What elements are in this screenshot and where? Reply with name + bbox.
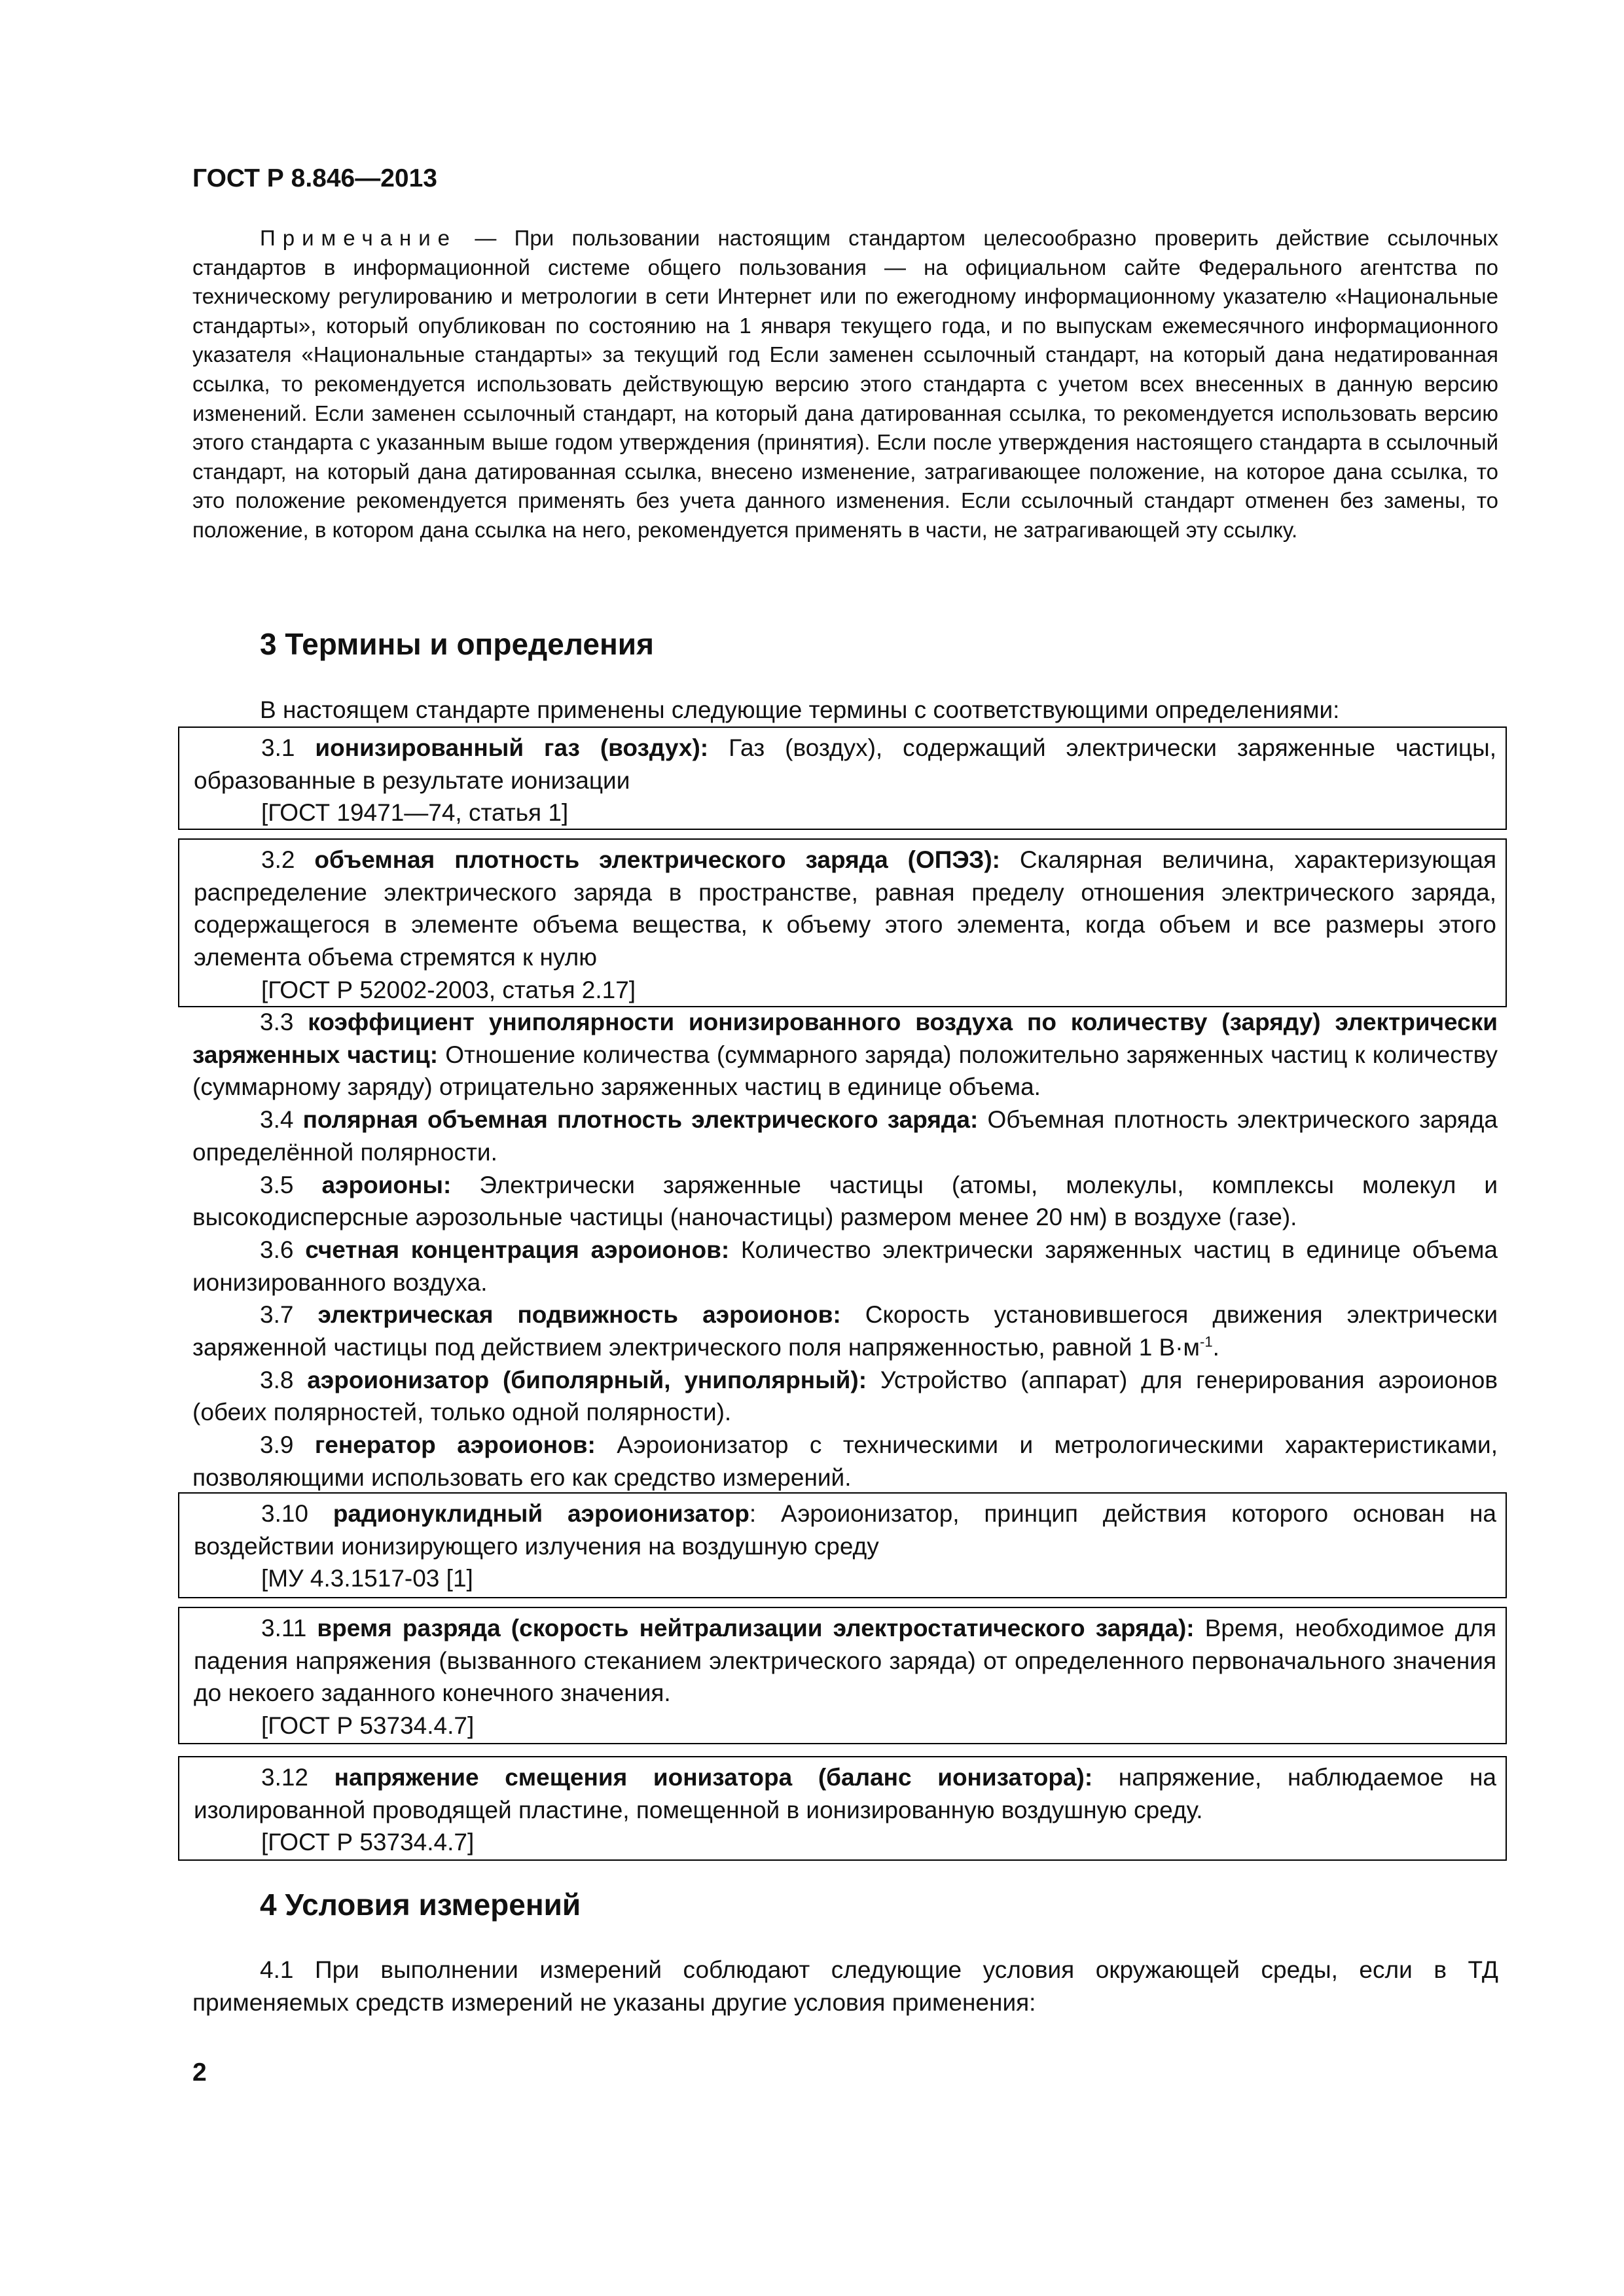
term-3-7: [192, 1299, 1498, 1363]
term-3-1: [194, 732, 1496, 797]
unit-superscript: -1: [1200, 1333, 1213, 1350]
note-text: — При пользовании настоящим стандартом целесообразно проверить действие ссылочных стандартов в информационной системе общего пользования — на официальном сайте Федерального агентства по техническому регулированию и метрологии в сети Интернет или по ежегодному информационному указателю «Национальные стандарты», который опубликован по состоянию на 1 января текущего года, и по выпускам ежемесячного информационного указателя «Национальные стандарты» за текущий год Если заменен ссылочный стандарт, на который дана недатированная ссылка, то рекомендуется использовать действующую версию этого стандарта с учетом всех внесенных в данную версию изменений. Если заменен ссылочный стандарт, на который дана датированная ссылка, то рекомендуется использовать версию этого стандарта с указанным выше годом утверждения (принятия). Если после утверждения настоящего стандарта в ссылочный стандарт, на который дана датированная ссылка, внесено изменение, затрагивающее положение, на которое дана ссылка, то это положение рекомендуется применять без учета данного изменения. Если ссылочный стандарт отменен без замены, то положение, в котором дана ссылка на него, рекомендуется применять в части, не затрагивающей эту ссылку.: [192, 226, 1498, 542]
term-source: [МУ 4.3.1517-03 [1]: [261, 1565, 473, 1592]
term-3-8: [192, 1364, 1498, 1429]
note-label: Примечание: [260, 226, 458, 250]
term-3-1-box: [178, 726, 1507, 830]
term-3-12: [194, 1761, 1496, 1826]
term-definition: Скорость установившегося движения электрически заряженной частицы под действием электрического поля напряженностью, равной 1 В·м: [192, 1301, 1498, 1361]
term-definition: Скалярная величина, характеризующая распределение электрического заряда в пространстве, равная пределу отношения электрического заряда, содержащегося в элементе объема вещества, к объему этого элемента, когда объем и все размеры этого элемента объема стремятся к нулю: [194, 846, 1496, 971]
term-name: радионуклидный аэроионизатор: [333, 1500, 749, 1527]
term-number: 3.10: [261, 1500, 333, 1527]
document-code: ГОСТ Р 8.846—2013: [192, 164, 437, 192]
term-3-9: [192, 1429, 1498, 1494]
section-4-heading: 4 Условия измерений: [260, 1888, 581, 1922]
term-definition: напряжение, наблюдаемое на изолированной проводящей пластине, помещенной в ионизированную воздушную среду.: [194, 1764, 1496, 1823]
term-3-10-box: [178, 1492, 1507, 1598]
term-number: 3.5: [260, 1171, 322, 1198]
term-3-2: [194, 844, 1496, 974]
term-definition: Электрически заряженные частицы (атомы, молекулы, комплексы молекул и высокодисперсные аэрозольные частицы (наночастицы) размером менее 20 нм) в воздухе (газе).: [192, 1171, 1498, 1231]
term-3-2-box: [178, 838, 1507, 1007]
term-name: ионизированный газ (воздух):: [315, 734, 709, 761]
term-3-12-box: [178, 1756, 1507, 1861]
term-source: [ГОСТ Р 52002-2003, статья 2.17]: [261, 976, 636, 1003]
term-name: коэффициент униполярности ионизированного воздуха по количеству (заряду) электрически заряженных частиц:: [192, 1009, 1498, 1068]
term-3-11: [194, 1612, 1496, 1710]
term-name: электрическая подвижность аэроионов:: [317, 1301, 841, 1329]
term-source: [ГОСТ Р 53734.4.7]: [261, 1712, 475, 1740]
term-number: 3.6: [260, 1236, 306, 1263]
term-name: объемная плотность электрического заряда (ОПЭЗ):: [314, 846, 1000, 873]
term-definition: Устройство (аппарат) для генерирования аэроионов (обеих полярностей, только одной полярности).: [192, 1366, 1498, 1426]
term-number: 3.2: [261, 846, 315, 873]
term-3-11-box: [178, 1607, 1507, 1744]
term-name: полярная объемная плотность электрического заряда:: [302, 1106, 979, 1134]
term-definition: : Аэроионизатор, принцип действия которого основан на воздействии ионизирующего излучения на воздушную среду: [194, 1500, 1496, 1560]
term-definition: Количество электрически заряженных частиц в единице объема ионизированного воздуха.: [192, 1236, 1498, 1296]
note-paragraph: [192, 224, 1498, 545]
term-number: 3.8: [260, 1366, 308, 1393]
paragraph-4-1: 4.1 При выполнении измерений соблюдают следующие условия окружающей среды, если в ТД применяемых средств измерений не указаны другие условия применения:: [192, 1956, 1498, 2016]
term-name: аэроионы:: [321, 1171, 452, 1198]
term-definition: Аэроионизатор с техническими и метрологическими характеристиками, позволяющими использовать его как средство измерений.: [192, 1431, 1498, 1491]
term-name: аэроионизатор (биполярный, униполярный):: [307, 1366, 867, 1393]
term-number: 3.7: [260, 1301, 318, 1329]
term-source: [ГОСТ 19471—74, статья 1]: [261, 799, 569, 827]
term-definition: Объемная плотность электрического заряда определённой полярности.: [192, 1106, 1498, 1166]
term-3-5: [192, 1169, 1498, 1234]
page-number: 2: [192, 2058, 207, 2087]
term-name: время разряда (скорость нейтрализации электростатического заряда):: [317, 1615, 1195, 1641]
term-definition: Время, необходимое для падения напряжения (вызванного стеканием электрического заряда) от определенного первоначального значения до некоего заданного конечного значения.: [194, 1615, 1496, 1707]
term-source: [ГОСТ Р 53734.4.7]: [261, 1829, 475, 1856]
term-name: счетная концентрация аэроионов:: [305, 1236, 730, 1263]
term-definition-end: .: [1212, 1334, 1219, 1361]
term-3-3: [192, 1006, 1498, 1103]
term-number: 3.12: [261, 1764, 334, 1791]
term-number: 3.11: [261, 1615, 317, 1641]
section-3-intro: В настоящем стандарте применены следующие термины с соответствующими определениями:: [260, 696, 1340, 723]
term-name: напряжение смещения ионизатора (баланс ионизатора):: [334, 1764, 1093, 1791]
terms-3-3-to-3-9: [178, 1006, 1507, 1494]
term-definition: Газ (воздух), содержащий электрически заряженные частицы, образованные в результате ионизации: [194, 734, 1496, 794]
term-name: генератор аэроионов:: [314, 1431, 596, 1459]
term-number: 3.1: [261, 734, 316, 761]
term-3-10: [194, 1498, 1496, 1562]
term-number: 3.4: [260, 1106, 303, 1134]
term-definition: Отношение количества (суммарного заряда) положительно заряженных частиц к количеству (суммарному заряду) отрицательно заряженных частиц в единице объема.: [192, 1041, 1498, 1101]
term-3-6: [192, 1234, 1498, 1299]
term-number: 3.9: [260, 1431, 315, 1459]
term-3-4: [192, 1103, 1498, 1168]
section-3-heading: 3 Термины и определения: [260, 627, 654, 661]
term-number: 3.3: [260, 1009, 308, 1035]
